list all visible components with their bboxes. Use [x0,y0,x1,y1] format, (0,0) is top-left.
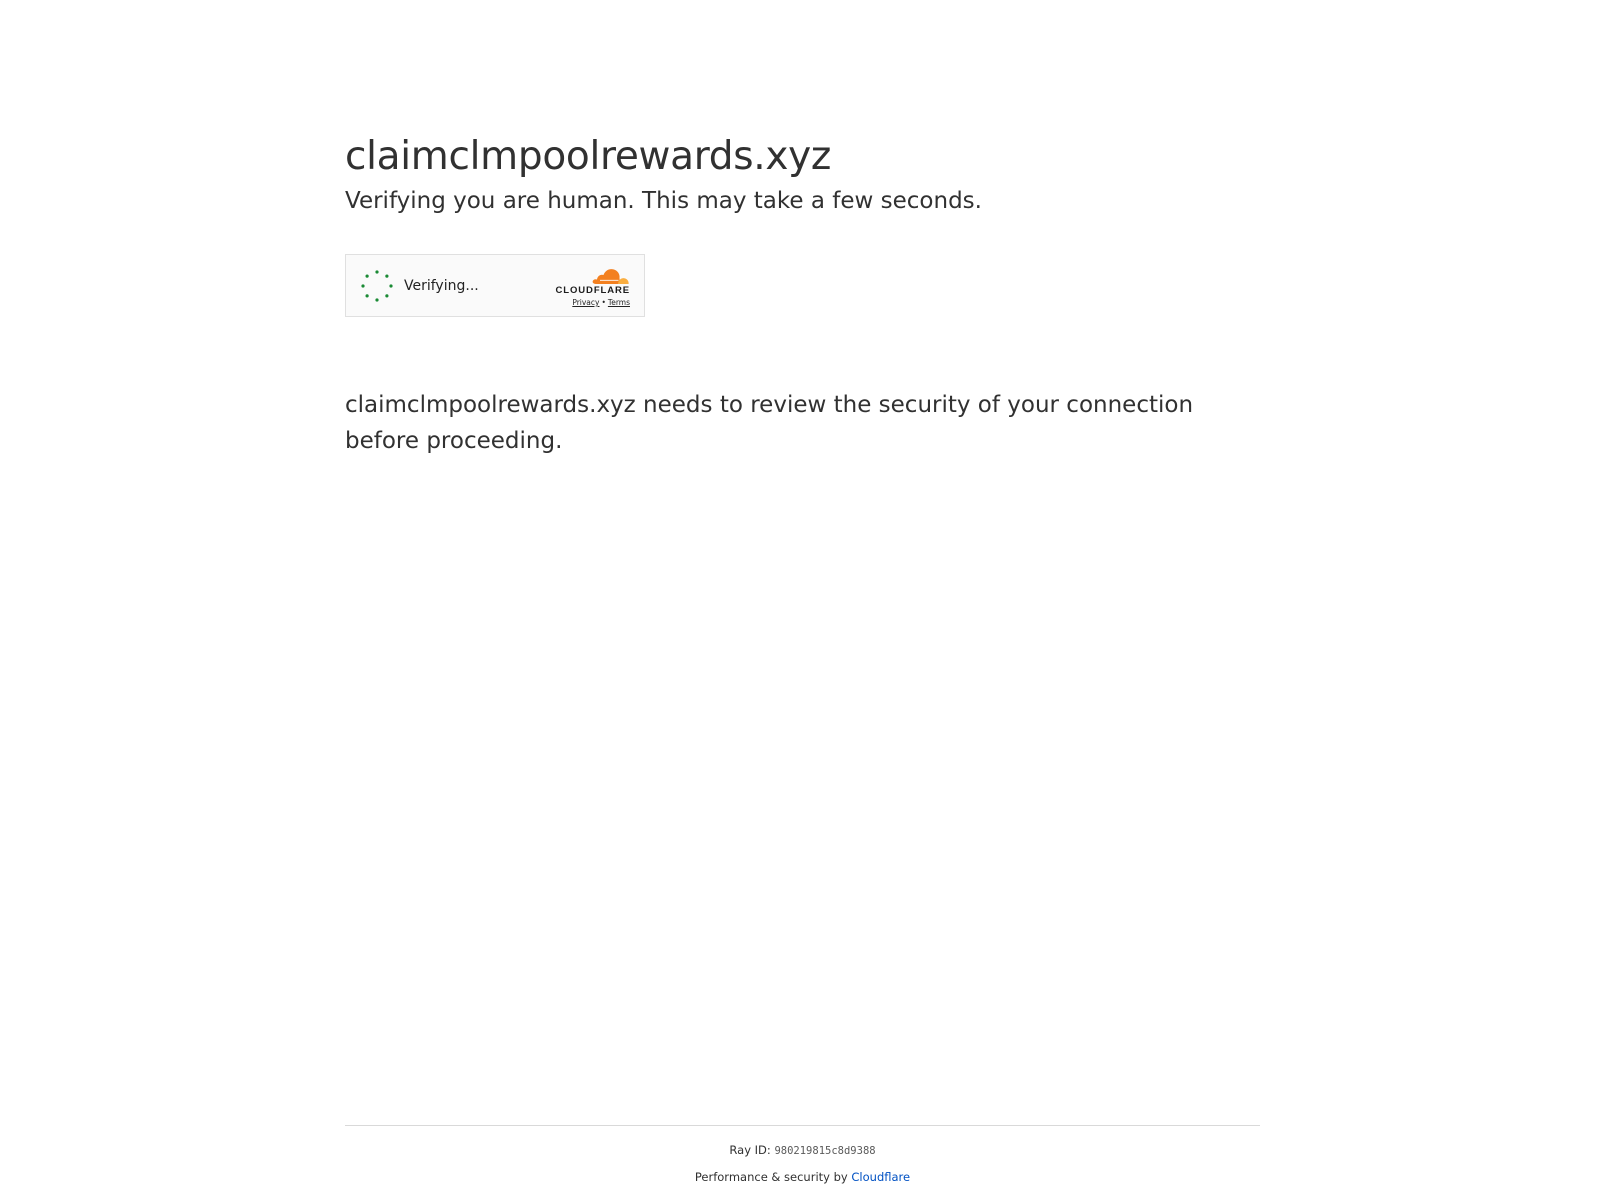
turnstile-widget[interactable] [345,254,645,317]
ray-id-value: 980219815c8d9388 [774,1145,876,1157]
cloudflare-brand [550,265,630,308]
spinner-icon [361,270,393,302]
legal-links [550,298,630,308]
verifying-status: Verifying... [404,278,479,294]
verification-subtitle: Verifying you are human. This may take a few seconds. [345,188,982,214]
performance-credit [345,1169,1260,1185]
ray-id-label: Ray ID: [729,1143,771,1157]
link-separator: • [601,298,606,307]
ray-id [345,1142,1260,1159]
cloudflare-link[interactable]: Cloudflare [851,1170,911,1184]
site-title: claimclmpoolrewards.xyz [345,134,832,179]
security-notice: claimclmpoolrewards.xyz needs to review the security of your connection before proceeding. [345,392,1194,454]
cloudflare-cloud-icon [590,265,630,285]
main-content [345,132,1260,459]
terms-link[interactable]: Terms [607,298,630,307]
privacy-link[interactable]: Privacy [572,298,600,307]
cloudflare-wordmark: CLOUDFLARE [555,285,630,296]
performance-prefix: Performance & security by [694,1170,848,1184]
footer [345,1125,1260,1185]
